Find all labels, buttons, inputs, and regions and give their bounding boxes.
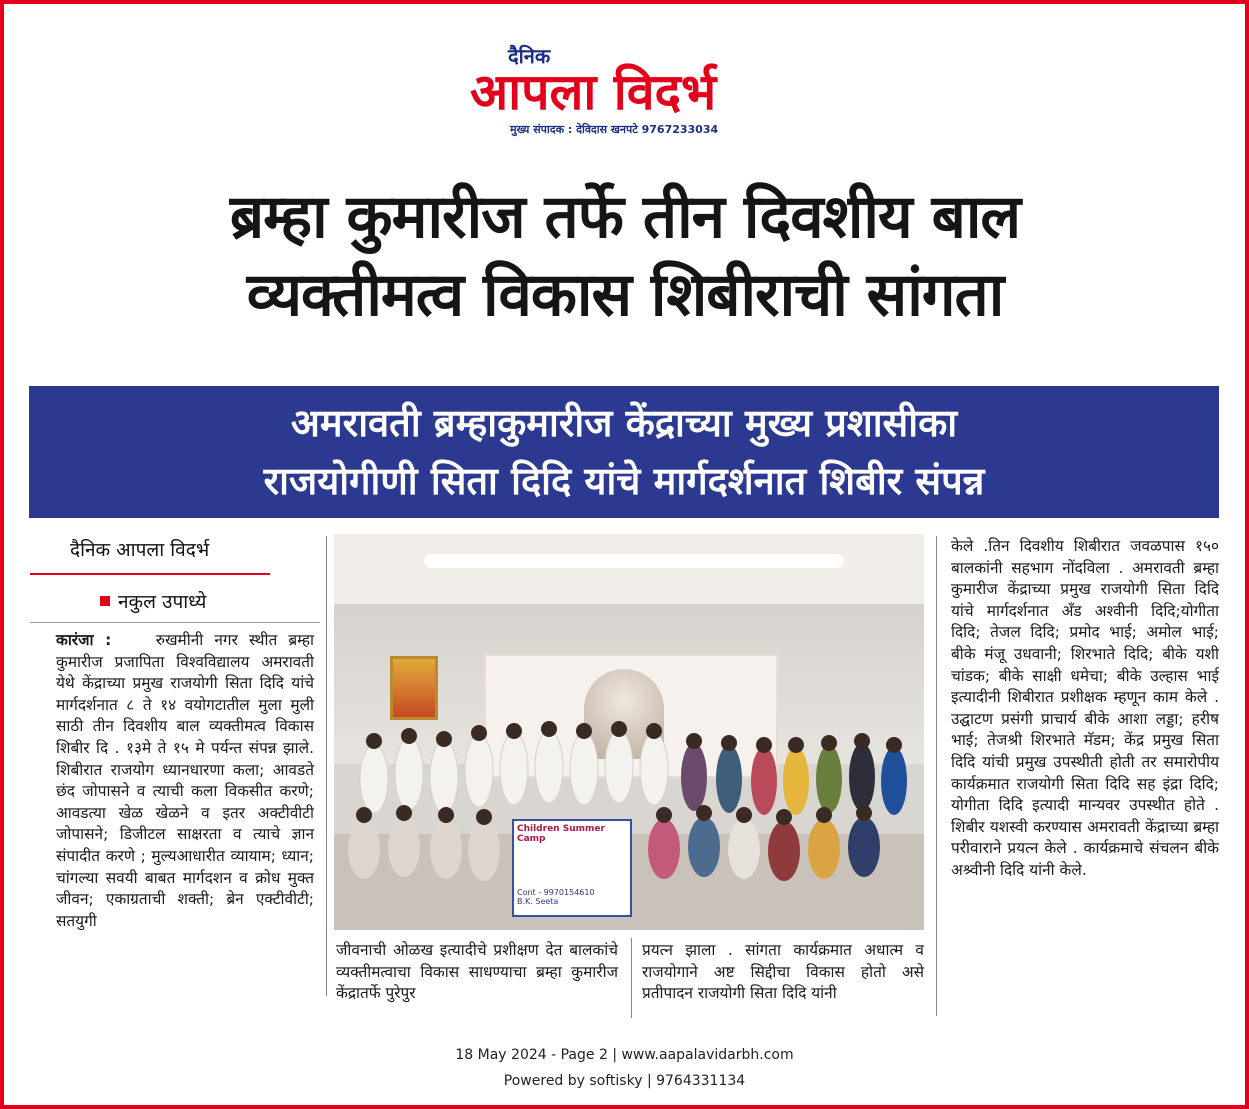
column-rule	[631, 938, 632, 1018]
editor-name: देविदास खनपटे 9767233034	[576, 123, 719, 136]
subheadline-line-1: अमरावती ब्रम्हाकुमारीज केंद्राच्या मुख्य प्रशासीका	[290, 401, 958, 445]
column-rule	[326, 536, 327, 996]
dateline-place: कारंजा :	[56, 631, 112, 649]
subheadline-banner	[29, 386, 1219, 518]
camp-banner-title: Children Summer Camp	[517, 824, 605, 844]
subheadline-line-2: राजयोगीणी सिता दिदि यांचे मार्गदर्शनात शिबीर संपन्न	[263, 459, 985, 503]
event-photo	[334, 534, 924, 930]
article-column-2b: प्रयत्न झाला . सांगता कार्यक्रमात अधात्म व राजयोगाने अष्ट सिद्दीचा विकास होतो असे प्रतीपादन राजयोगी सिता दिदि यांनी	[642, 941, 924, 1003]
publication-name: दैनिक आपला विदर्भ	[70, 539, 210, 561]
square-bullet-icon	[100, 596, 110, 606]
headline-line-1: ब्रम्हा कुमारीज तर्फे तीन दिवशीय बाल	[229, 182, 1021, 252]
footer-powered-by: Powered by softisky | 9764331134	[503, 1073, 746, 1089]
headline-line-2: व्यक्तीमत्व विकास शिबीराची सांगता	[246, 260, 1004, 330]
camp-banner-phone: Cont - 9970154610	[517, 888, 595, 897]
article-column-2a: जीवनाची ओळख इत्यादीचे प्रशीक्षण देत बालकांचे व्यक्तीमत्वाचा विकास साधण्याचा ब्रम्हा कुमारीज केंद्रातर्फे पुरेपुर	[336, 941, 618, 1003]
divider	[30, 622, 320, 623]
photo-picture-frame	[390, 656, 438, 720]
masthead-title: आपला विदर्भ	[470, 63, 717, 121]
masthead-editor	[510, 122, 718, 137]
divider	[30, 573, 270, 575]
headline	[20, 178, 1230, 334]
article-column-3: केले .तिन दिवशीय शिबीरात जवळपास १५० बालकांनी सहभाग नोंदविला . अमरावती ब्रम्हा कुमारीज केंद्राच्या प्रमुख राजयोगी सिता दिदि यांचे मार्गदर्शनात अँड अश्वीनी दिदि;योगीता दिदि; तेजल दिदि; प्रमोद भाई; अमोल भाई; बीके मंजू उधवानी; शिरभाते दिदि; बीके यशी चांडक; बीके साक्षी धमेचा; बीके उल्हास भाई इत्यादीनी शिबीरात प्रशीक्षक म्हणून काम केले . उद्घाटण प्रसंगी प्राचार्य बीके आशा लड्डा; हरीष भाई; तेजश्री शिरभाते मॅडम; केंद्र प्रमुख सिता दिदि यांची प्रमुख उपस्थीती होती तर समारोपीय कार्यक्रमात राजयोगी सिता दिदि सह इंद्रा दिदि; योगीता दिदि इत्यादी मान्यवर उपस्थीत होते . शिबीर यशस्वी करण्यास अमरावती केंद्राच्या ब्रम्हा परीवाराने प्रयत्न केले . कार्यक्रमाचे संचलन बीके अश्र्वीनी दिदि यांनी केले.	[951, 537, 1219, 879]
photo-light	[424, 554, 844, 568]
camp-banner-name: B.K. Seeta	[517, 897, 559, 906]
photo-ceiling	[334, 534, 924, 604]
article-text: रुखमीनी नगर स्थीत ब्रम्हा कुमारीज प्रजापिता विश्वविद्यालय अमरावती येथे केंद्राच्या प्रमुख राजयोगी सिता दिदि यांचे मार्गदर्शनात ८ ते १४ वयोगटातील मुला मुली साठी तीन दिवशीय बाल व्यक्तीमत्व विकास शिबीर दि . १३मे ते १५ मे पर्यन्त संपन्न झाले. शिबीरात राजयोग ध्यानधारणा कला; आवडते छंद जोपासने व त्याची कला विकसीत करणे; आवडत्या खेळ खेळने व इतर अक्टीवीटी जोपासने; डिजीटल साक्षरता व त्याचे ज्ञान संपादीत करणे ; मुल्यआधारीत व्यायाम; ध्यान; चांगल्या सवयी बाबत मार्गदशन व क्रोध मुक्त जीवन; एकाग्रताची शक्ती; ब्रेन एक्टीवीटी; सतयुगी	[56, 631, 314, 930]
masthead	[470, 42, 790, 142]
masthead-small: दैनिक	[508, 44, 551, 68]
article-column-1	[56, 630, 314, 932]
author-name: नकुल उपाध्ये	[118, 591, 207, 613]
camp-banner	[512, 819, 632, 917]
footer-date-page: 18 May 2024 - Page 2 | www.aapalavidarbh.com	[455, 1047, 794, 1063]
byline	[100, 588, 206, 614]
column-rule	[936, 536, 937, 1016]
editor-label: मुख्य संपादक :	[510, 123, 573, 136]
